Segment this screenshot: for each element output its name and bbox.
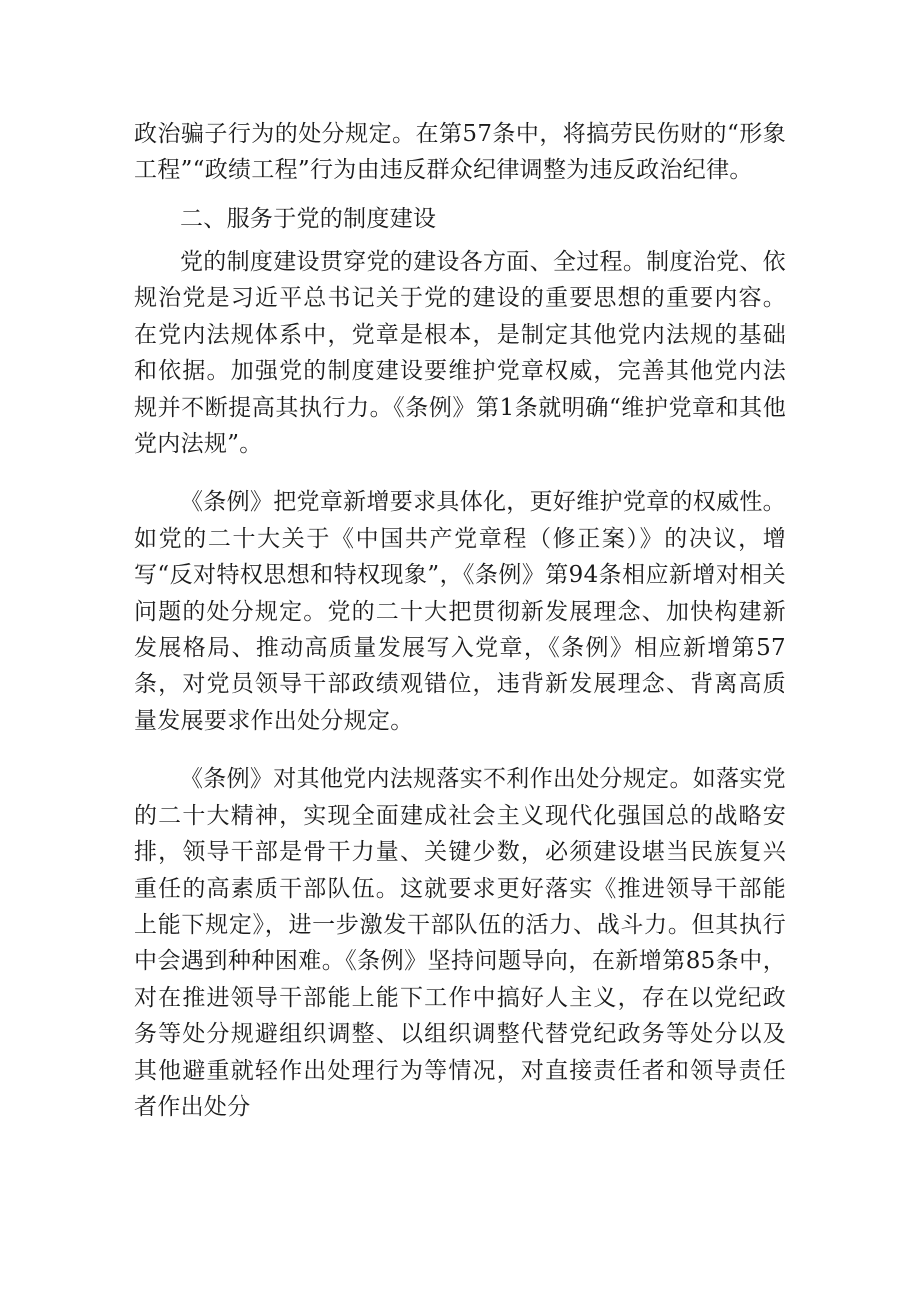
paragraph-3: 《条例》对其他党内法规落实不利作出处分规定。如落实党的二十大精神，实现全面建成社会主义现代化强国总的战略安排，领导干部是骨干力量、关键少数，必须建设堪当民族复兴重任的高素质干部队伍。这就要求更好落实《推进领导干部能上能下规定》，进一步激发干部队伍的活力、战斗力。但其执行中会遇到种种困难。《条例》坚持问题导向，在新增第85条中，对在推进领导干部能上能下工作中搞好人主义，存在以党纪政务等处分规避组织调整、以组织调整代替党纪政务等处分以及其他避重就轻作出处理行为等情况，对直接责任者和领导责任者作出处分 [134,766,786,1120]
section-heading: 二、服务于党的制度建设 [180,206,437,232]
paragraph-1: 党的制度建设贯穿党的建设各方面、全过程。制度治党、依规治党是习近平总书记关于党的建设的重要思想的重要内容。在党内法规体系中，党章是根本，是制定其他党内法规的基础和依据。加强党的制度建设要维护党章权威，完善其他党内法规并不断提高其执行力。《条例》第1条就明确“维护党章和其他党内法规”。 [134,249,786,458]
text-block-top [134,116,786,189]
paragraph-continued: 政治骗子行为的处分规定。在第57条中，将搞劳民伤财的“形象工程”“政绩工程”行为由违反群众纪律调整为违反政治纪律。 [134,121,786,184]
paragraph-2: 《条例》把党章新增要求具体化，更好维护党章的权威性。如党的二十大关于《中国共产党章程（修正案）》的决议，增写“反对特权思想和特权现象”，《条例》第94条相应新增对相关问题的处分规定。党的二十大把贯彻新发展理念、加快构建新发展格局、推动高质量发展写入党章，《条例》相应新增第57条，对党员领导干部政绩观错位，违背新发展理念、背离高质量发展要求作出处分规定。 [134,489,786,734]
text-block-main [134,200,786,1125]
